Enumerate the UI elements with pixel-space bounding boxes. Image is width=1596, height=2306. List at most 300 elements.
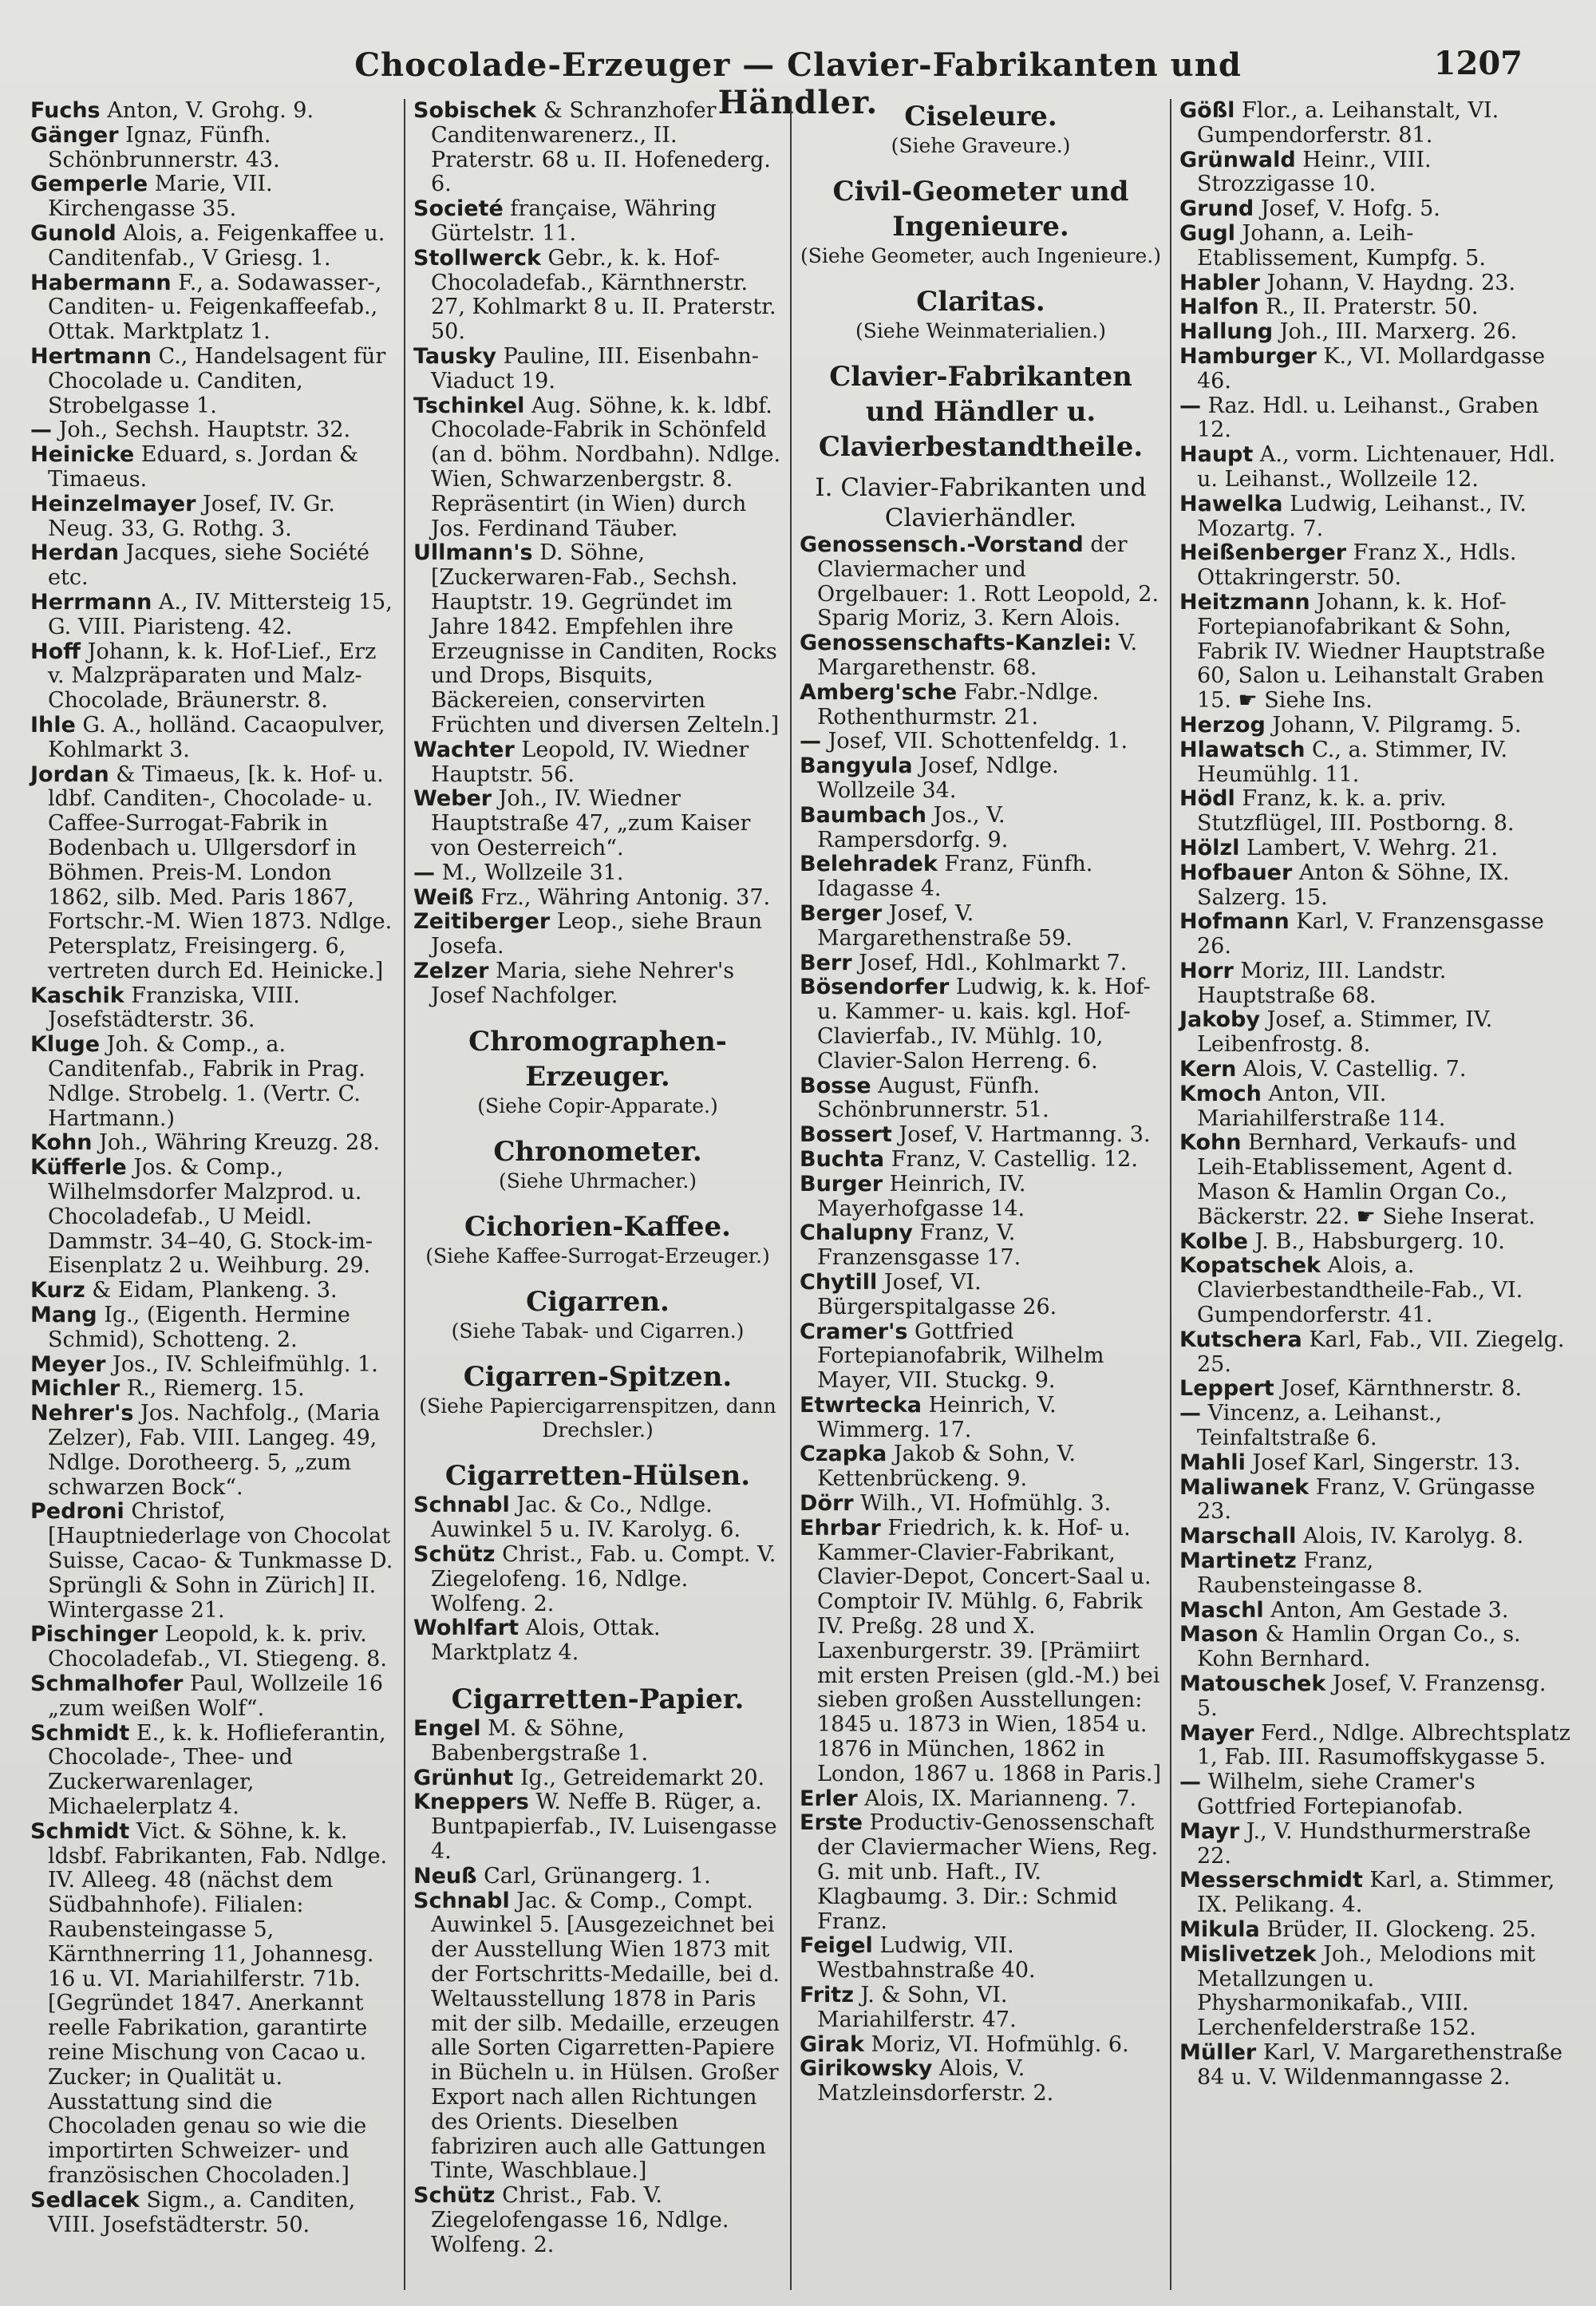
entry-details: F., a. Sodawasser-, Canditen- u. Feigenkaffeefab., Ottak. Marktplatz 1. <box>48 270 382 345</box>
entry-name: Leppert <box>1179 1376 1274 1402</box>
entry-details: Joh., Währing Kreuzg. 28. <box>92 1130 380 1156</box>
entry-name: Kurz <box>30 1278 85 1303</box>
entry-details: Productiv-Genossenschaft der Claviermacher Wiens, Reg. G. mit unb. Haft., IV. Klagbaumg. 3. Dir.: Schmid Franz. <box>817 1810 1159 1934</box>
entry-details: Paul, Wollzeile 16 „zum weißen Wolf“. <box>48 1671 384 1721</box>
directory-entry <box>30 541 396 591</box>
entry-details: Joh., Sechsh. Hauptstr. 32. <box>52 417 351 443</box>
directory-entry <box>1179 1623 1570 1672</box>
directory-entry <box>1179 959 1570 1009</box>
entry-details: Heinrich, V. Wimmerg. 17. <box>817 1392 1057 1442</box>
entry-name: — <box>1179 393 1201 418</box>
entry-details: Josef, VI. Bürgerspitalgasse 26. <box>817 1269 1057 1319</box>
directory-entry <box>413 910 782 959</box>
entry-details: Franz, Raubensteingasse 8. <box>1197 1549 1424 1598</box>
entry-details: Franz, k. k. a. priv. Stutzflügel, III. Postborng. 8. <box>1197 786 1515 837</box>
cross-reference: (Siehe Graveure.) <box>891 134 1071 157</box>
entry-name: Maschl <box>1179 1597 1264 1623</box>
entry-details: Ignaz, Fünfh. Schönbrunnerstr. 43. <box>48 122 280 172</box>
entry-details: Alois, a. Clavierbestandtheile-Fab., VI. Gumpendorferstr. 41. <box>1197 1253 1523 1328</box>
entry-name: Gößl <box>1179 99 1235 123</box>
entry-name: Kern <box>1179 1057 1237 1082</box>
entry-details: Alois, V. Castellig. 7. <box>1236 1057 1467 1082</box>
entry-details: Josef, V. Franzensg. 5. <box>1197 1671 1547 1721</box>
entry-name: Zelzer <box>413 958 489 983</box>
entry-details: Jos. & Comp., Wilhelmsdorfer Malzprod. u. Chocoladefab., U Meidl. Dammstr. 34–40, G. Stock-im-Eisenplatz 2 u. Weihburg. 29. <box>48 1155 373 1279</box>
entry-name: Nehrer's <box>30 1401 134 1426</box>
entry-name: Hamburger <box>1179 343 1317 369</box>
entry-name: Baumbach <box>800 802 926 828</box>
section-heading-civil-geometer: Civil-Geometer und Ingenieure. <box>832 176 1129 243</box>
entry-name: Hölzl <box>1179 835 1240 860</box>
entry-details: Karl, V. Franzensgasse 26. <box>1197 909 1544 959</box>
entry-details: M., Wollzeile 31. <box>435 860 624 885</box>
directory-entry <box>30 591 396 640</box>
directory-entry <box>30 443 396 492</box>
entry-details: Josef, a. Stimmer, IV. Leibenfrostg. 8. <box>1197 1007 1493 1058</box>
entry-name: Ihle <box>30 712 76 738</box>
entry-details: Leopold, k. k. priv. Chocoladefab., VI. Stiegeng. 8. <box>48 1622 387 1672</box>
entry-name: Herdan <box>30 540 119 566</box>
entry-name: Sobischek <box>413 99 537 123</box>
cross-reference: (Siehe Papiercigarrenspitzen, dann Drechsler.) <box>419 1394 776 1442</box>
directory-entry <box>1179 271 1570 296</box>
entry-name: Kopatschek <box>1179 1253 1321 1279</box>
entry-details: Josef, Hdl., Kohlmarkt 7. <box>851 950 1128 975</box>
entry-name: Halfon <box>1179 295 1259 320</box>
entry-name: Dörr <box>800 1491 854 1517</box>
entry-details: Franz, Fünfh. Idagasse 4. <box>817 852 1093 902</box>
entry-details: Joh., III. Marxerg. 26. <box>1273 319 1518 345</box>
directory-entry <box>1179 1402 1570 1451</box>
entry-name: Jordan <box>30 761 109 787</box>
entry-details: Alois, Ottak. Marktplatz 4. <box>431 1616 661 1666</box>
directory-entry <box>800 754 1162 804</box>
directory-entry <box>1179 1377 1570 1402</box>
directory-entry <box>413 787 782 860</box>
directory-entry <box>30 1623 396 1672</box>
entry-name: Gugl <box>1179 220 1235 246</box>
entry-name: Ullmann's <box>413 540 533 566</box>
entry-details: V. Margarethenstr. 68. <box>817 631 1138 680</box>
entry-name: Stollwerck <box>413 245 541 271</box>
directory-entry <box>1179 541 1570 591</box>
directory-entry <box>30 763 396 984</box>
directory-entry <box>800 1123 1162 1148</box>
section-heading-clavier: Clavier-Fabrikanten und Händler u. Clavierbestandtheile. <box>818 361 1144 463</box>
directory-entry <box>413 861 782 886</box>
entry-name: Berr <box>800 950 852 975</box>
directory-entry <box>30 1156 396 1279</box>
entry-name: Schütz <box>413 2183 496 2209</box>
entry-name: Hofbauer <box>1179 860 1293 885</box>
entry-name: Kmoch <box>1179 1081 1262 1106</box>
entry-name: Michler <box>30 1376 120 1402</box>
entry-details: & Timaeus, [k. k. Hof- u. ldbf. Canditen-, Chocolade- u. Caffee-Surrogat-Fabrik in Bodenbach u. Ullgersdorf in Böhmen. Preis-M. London 1862, silb. Med. Paris 1867, Fortschr.-M. Wien 1873. Ndlge. Petersplatz, Freisingerg. 6, vertreten durch Ed. Heinicke.] <box>48 761 393 983</box>
entry-name: Gemperle <box>30 172 148 197</box>
entry-name: Grünwald <box>1179 147 1296 172</box>
directory-entry <box>1179 1230 1570 1255</box>
entry-details: Ludwig, Leihanst., IV. Mozartg. 7. <box>1197 491 1527 541</box>
directory-entry <box>1179 714 1570 738</box>
entry-name: Messerschmidt <box>1179 1868 1363 1893</box>
entry-details: A., vorm. Lichtenauer, Hdl. u. Leihanst., Wollzeile 12. <box>1197 442 1556 492</box>
directory-entry <box>413 1790 782 1864</box>
directory-entry <box>1179 910 1570 959</box>
entry-name: Herzog <box>1179 712 1266 738</box>
entry-details: J., V. Hundsthurmerstraße 22. <box>1197 1818 1531 1869</box>
entry-name: Heinzelmayer <box>30 491 196 516</box>
directory-entry <box>30 1303 396 1353</box>
directory-entry <box>413 1616 782 1666</box>
entry-details: Josef, Kärnthnerstr. 8. <box>1274 1376 1523 1402</box>
entry-name: Girak <box>800 2031 864 2057</box>
directory-entry <box>413 541 782 738</box>
entry-details: Josef, V. Hartmanng. 3. <box>891 1122 1151 1148</box>
directory-entry <box>1179 787 1570 837</box>
directory-entry <box>30 345 396 418</box>
entry-name: Marschall <box>1179 1524 1297 1549</box>
directory-entry <box>1179 1451 1570 1476</box>
entry-details: C., a. Stimmer, IV. Heumühlg. 11. <box>1197 737 1508 787</box>
entry-details: Jakob & Sohn, V. Kettenbrückeng. 9. <box>817 1442 1076 1492</box>
entry-details: Frz., Währing Antonig. 37. <box>473 884 771 910</box>
directory-entry <box>30 1722 396 1820</box>
entry-name: Berger <box>800 900 883 926</box>
entry-name: Fuchs <box>30 99 101 123</box>
entry-details: Aug. Söhne, k. k. ldbf. Chocolade-Fabrik in Schönfeld (an d. böhm. Nordbahn). Ndlge. Wien, Schwarzenbergstr. 8. Repräsentirt (in Wien) durch Jos. Ferdinand Täuber. <box>431 393 781 541</box>
directory-entry <box>1179 1869 1570 1918</box>
directory-entry <box>1179 99 1570 148</box>
entry-details: Lambert, V. Wehrg. 21. <box>1239 835 1498 860</box>
directory-entry <box>413 1543 782 1616</box>
entry-details: Ludwig, k. k. Hof- u. Kammer- u. kais. kgl. Hof-Clavierfab., IV. Mühlg. 10, Clavier-Salon Herreng. 6. <box>817 975 1151 1074</box>
column-1 <box>22 99 404 2290</box>
directory-entry <box>30 1131 396 1156</box>
entry-details: Josef Karl, Singerstr. 13. <box>1245 1450 1521 1475</box>
directory-entry <box>30 492 396 542</box>
entry-name: Schnabl <box>413 1888 510 1913</box>
entry-details: & Schranzhofer Canditenwarenerz., II. Praterstr. 68 u. II. Hofenederg. 6. <box>431 99 771 197</box>
entry-name: Belehradek <box>800 852 938 877</box>
entry-name: Hoff <box>30 639 81 664</box>
entry-details: Fabr.-Ndlge. Rothenthurmstr. 21. <box>817 679 1100 730</box>
entry-details: Jos., V. Rampersdorfg. 9. <box>817 802 1009 852</box>
directory-entry <box>1179 320 1570 345</box>
directory-entry <box>800 2033 1162 2058</box>
entry-details: M. & Söhne, Babenbergstraße 1. <box>431 1716 649 1766</box>
entry-details: Marie, VII. Kirchengasse 35. <box>48 172 273 222</box>
entry-name: Martinetz <box>1179 1549 1297 1574</box>
section-heading-chronometer: Chronometer. <box>493 1136 702 1169</box>
entry-list-clavier <box>800 533 1162 2106</box>
directory-entry <box>30 99 396 124</box>
directory-entry <box>1179 1058 1570 1082</box>
directory-entry <box>800 1442 1162 1492</box>
entry-name: Matouschek <box>1179 1671 1326 1696</box>
directory-entry <box>413 1889 782 2185</box>
subsection-heading-clavier-fabrikanten: I. Clavier-Fabrikanten und Clavierhändler. <box>815 473 1147 532</box>
entry-details: Alois, V. Matzleinsdorferstr. 2. <box>817 2056 1054 2106</box>
entry-details: C., Handelsagent für Chocolade u. Canditen, Strobelgasse 1. <box>48 343 386 418</box>
entry-name: Schmidt <box>30 1720 130 1746</box>
entry-details: Heinr., VIII. Strozzigasse 10. <box>1197 147 1432 197</box>
entry-name: Kohn <box>1179 1130 1242 1156</box>
entry-name: Etwrtecka <box>800 1392 922 1418</box>
directory-entry <box>1179 2041 1570 2090</box>
section-heading-ciseleure: Ciseleure. <box>904 101 1057 133</box>
entry-name: Tausky <box>413 343 497 369</box>
entry-details: Leop., siehe Braun Josefa. <box>431 909 763 959</box>
entry-details: Jac. & Co., Ndlge. Auwinkel 5 u. IV. Karolyg. 6. <box>431 1493 741 1543</box>
entry-details: R., II. Praterstr. 50. <box>1258 295 1479 320</box>
entry-list-huelsen <box>413 1493 782 1666</box>
directory-entry <box>1179 295 1570 320</box>
page-number: 1207 <box>1433 45 1523 82</box>
entry-details: Ferd., Ndlge. Albrechtsplatz 1, Fab. III. Rasumoffskygasse 5. <box>1197 1720 1570 1770</box>
entry-name: Erler <box>800 1786 858 1811</box>
entry-name: Chalupny <box>800 1220 913 1246</box>
entry-name: Jakoby <box>1179 1007 1260 1033</box>
directory-entry <box>30 222 396 271</box>
entry-details: Johann, a. Leih-Etablissement, Kumpfg. 5. <box>1197 220 1486 271</box>
entry-details: & Eidam, Plankeng. 3. <box>85 1278 338 1303</box>
directory-entry <box>413 738 782 788</box>
entry-details: Christ., Fab. u. Compt. V. Ziegelofeng. 16, Ndlge. Wolfeng. 2. <box>431 1542 776 1616</box>
entry-details: Jos. Nachfolg., (Maria Zelzer), Fab. VIII. Langeg. 49, Ndlge. Dorotheerg. 5, „zum schwarzen Bock“. <box>48 1401 381 1500</box>
entry-name: Engel <box>413 1716 481 1742</box>
entry-name: Wachter <box>413 737 515 762</box>
entry-details: Anton & Söhne, IX. Salzerg. 15. <box>1197 860 1510 910</box>
entry-details: J. B., Habsburgerg. 10. <box>1247 1228 1505 1254</box>
directory-entry <box>413 959 782 1009</box>
entry-name: Neuß <box>413 1863 477 1889</box>
cross-reference: (Siehe Kaffee-Surrogat-Erzeuger.) <box>425 1244 770 1268</box>
directory-entry <box>800 1517 1162 1787</box>
entry-details: Josef, VII. Schottenfeldg. 1. <box>821 729 1128 754</box>
directory-entry <box>800 730 1162 754</box>
entry-name: Bangyula <box>800 754 913 779</box>
cross-reference: (Siehe Weinmaterialien.) <box>855 319 1106 342</box>
directory-entry <box>800 902 1162 951</box>
entry-name: Hödl <box>1179 786 1235 812</box>
entry-name: Bosse <box>800 1073 871 1098</box>
entry-name: Mang <box>30 1303 97 1328</box>
entry-name: Hertmann <box>30 343 152 369</box>
entry-details: Wilh., VI. Hofmühlg. 3. <box>853 1491 1112 1517</box>
entry-details: Johann, V. Pilgramg. 5. <box>1265 712 1522 738</box>
entry-details: A., IV. Mittersteig 15, G. VIII. Piaristeng. 42. <box>48 589 393 639</box>
entry-name: Mayer <box>1179 1720 1254 1746</box>
entry-name: Grünhut <box>413 1765 514 1790</box>
entry-name: Genossensch.-Vorstand <box>800 532 1084 557</box>
entry-name: Societé <box>413 196 504 222</box>
entry-details: Karl, Fab., VII. Ziegelg. 25. <box>1197 1327 1565 1377</box>
entry-name: Meyer <box>30 1351 106 1377</box>
entry-name: Burger <box>800 1171 883 1197</box>
entry-details: Johann, k. k. Hof-Fortepianofabrikant & Sohn, Fabrik IV. Wiedner Hauptstraße 60, Salon u. Leihanstalt Graben 15. ☛ Siehe Ins. <box>1197 589 1546 714</box>
entry-name: Genossenschafts-Kanzlei: <box>800 631 1112 656</box>
entry-details: Gottfried Fortepianofabrik, Wilhelm Mayer, VII. Stuckg. 9. <box>817 1319 1104 1394</box>
entry-details: Moriz, III. Landstr. Hauptstraße 68. <box>1197 958 1447 1008</box>
directory-entry <box>1179 1943 1570 2041</box>
directory-entry <box>1179 1328 1570 1378</box>
directory-entry <box>30 1672 396 1722</box>
entry-details: Joh. & Comp., a. Canditenfab., Fabrik in Prag. Ndlge. Strobelg. 1. (Vertr. C. Hartmann.) <box>48 1032 365 1131</box>
entry-name: Weber <box>413 786 492 812</box>
directory-entry <box>413 394 782 542</box>
cross-reference: (Siehe Geometer, auch Ingenieure.) <box>800 244 1162 267</box>
directory-entry <box>1179 197 1570 222</box>
directory-entry <box>1179 1820 1570 1869</box>
entry-details: Christof, [Hauptniederlage von Chocolat Suisse, Cacao- & Tunkmasse D. Sprüngli & Sohn in Zürich] II. Wintergasse 21. <box>48 1499 393 1623</box>
directory-entry <box>30 418 396 443</box>
entry-details: Vict. & Söhne, k. k. ldsbf. Fabrikanten, Fab. Ndlge. IV. Alleeg. 48 (nächst dem Südbahnhofe). Filialen: Raubensteingasse 5, Kärnthnerring 11, Johannesg. 16 u. VI. Mariahilferstr. 71b. [Gegründet 1847. Anerkannt reelle Fabrikation, garantirte reine Mischung von Cacao u. Zucker; in Qualität u. Ausstattung sind die Chocoladen genau so wie die importirten Schweizer- und französischen Chocoladen.] <box>48 1818 388 2188</box>
entry-name: Hawelka <box>1179 491 1283 516</box>
directory-entry <box>30 1500 396 1623</box>
entry-name: Wohlfart <box>413 1616 519 1641</box>
entry-details: & Hamlin Organ Co., s. Kohn Bernhard. <box>1197 1622 1521 1672</box>
directory-entry <box>800 1811 1162 1934</box>
entry-name: Schmidt <box>30 1818 130 1844</box>
entry-name: Sedlacek <box>30 2187 140 2213</box>
entry-details: Bernhard, Verkaufs- und Leih-Etablissement, Agent d. Mason & Hamlin Organ Co., Bäckerstr. 22. ☛ Siehe Inserat. <box>1197 1130 1535 1229</box>
entry-name: Pedroni <box>30 1499 124 1525</box>
entry-details: Brüder, II. Glockeng. 25. <box>1259 1916 1537 1942</box>
entry-name: Buchta <box>800 1146 885 1172</box>
entry-details: Johann, V. Haydng. 23. <box>1260 270 1516 295</box>
entry-name: Bossert <box>800 1122 892 1148</box>
directory-entry <box>800 804 1162 853</box>
directory-entry <box>413 247 782 345</box>
directory-entry <box>30 271 396 345</box>
section-heading-cichorien: Cichorien-Kaffee. <box>464 1211 731 1244</box>
entry-name: Küfferle <box>30 1155 127 1181</box>
entry-list-papier <box>413 1717 782 2258</box>
directory-entry <box>30 1353 396 1378</box>
entry-details: Anton, Am Gestade 3. <box>1263 1597 1509 1623</box>
directory-entry <box>1179 394 1570 444</box>
entry-details: Anton, VII. Mariahilferstraße 114. <box>1197 1081 1446 1131</box>
directory-entry <box>800 1984 1162 2033</box>
directory-entry <box>800 631 1162 681</box>
entry-details: Heinrich, IV. Mayerhofgasse 14. <box>817 1171 1026 1221</box>
entry-details: D. Söhne, [Zuckerwaren-Fab., Sechsh. Hauptstr. 19. Gegründet im Jahre 1842. Empfehlen ihre Erzeugnisse in Canditen, Rocks und Drops, Bisquits, Bäckereien, conservirten Früchten und diversen Zelteln.] <box>431 540 780 738</box>
entry-name: Bösendorfer <box>800 975 950 1000</box>
entry-details: Alois, IX. Marianneng. 7. <box>857 1786 1137 1811</box>
directory-entry <box>1179 1722 1570 1771</box>
directory-entry <box>1179 1008 1570 1058</box>
entry-details: française, Währing Gürtelstr. 11. <box>431 196 717 246</box>
entry-details: Flor., a. Leihanstalt, VI. Gumpendorferstr. 81. <box>1197 99 1499 148</box>
columns <box>22 99 1578 2290</box>
entry-name: Habermann <box>30 270 172 295</box>
entry-name: Amberg'sche <box>800 679 958 705</box>
entry-details: Friedrich, k. k. Hof- u. Kammer-Clavier-Fabrikant, Clavier-Depot, Concert-Saal u. Comptoir IV. Mühlg. 6, Fabrik IV. Preßg. 28 und X. Laxenburgerstr. 39. [Prämiirt mit ersten Preisen (gld.-M.) bei sieben großen Ausstellungen: 1845 u. 1873 in Wien, 1854 u. 1876 in München, 1862 in London, 1867 u. 1868 in Paris.] <box>817 1515 1161 1786</box>
entry-details: der Claviermacher und Orgelbauer: 1. Rott Leopold, 2. Sparig Moriz, 3. Kern Alois. <box>817 532 1159 631</box>
entry-name: Hlawatsch <box>1179 737 1306 762</box>
entry-name: Mislivetzek <box>1179 1941 1317 1967</box>
entry-name: Mikula <box>1179 1916 1260 1942</box>
entry-name: Zeitiberger <box>413 909 551 935</box>
directory-entry <box>30 1033 396 1131</box>
directory-entry <box>800 1934 1162 1984</box>
column-4 <box>1170 99 1578 2290</box>
directory-entry <box>800 1271 1162 1320</box>
section-heading-cigarren-spitzen: Cigarren-Spitzen. <box>463 1361 733 1394</box>
entry-name: — <box>413 860 435 885</box>
entry-name: Schütz <box>413 1542 496 1568</box>
column-3 <box>790 99 1170 2290</box>
directory-entry <box>800 2057 1162 2106</box>
entry-details: Joh., Melodions mit Metallzungen u. Physharmonikafab., VIII. Lerchenfelderstraße 152. <box>1197 1941 1535 2041</box>
entry-name: Ehrbar <box>800 1515 881 1541</box>
directory-entry <box>1179 837 1570 861</box>
directory-entry <box>30 1377 396 1402</box>
entry-details: Ig., Getreidemarkt 20. <box>513 1765 765 1790</box>
cross-reference: (Siehe Copir-Apparate.) <box>477 1094 718 1118</box>
directory-entry <box>413 2184 782 2257</box>
entry-details: Raz. Hdl. u. Leihanst., Graben 12. <box>1197 393 1539 443</box>
section-heading-chromographen: Chromographen-Erzeuger. <box>468 1026 727 1094</box>
entry-name: Mahli <box>1179 1450 1246 1475</box>
entry-name: Kaschik <box>30 983 124 1008</box>
entry-details: Carl, Grünangerg. 1. <box>476 1863 711 1889</box>
directory-entry <box>1179 443 1570 492</box>
directory-entry <box>413 1766 782 1791</box>
entry-name: Hofmann <box>1179 909 1290 935</box>
entry-details: Franz, V. Franzensgasse 17. <box>817 1220 1021 1271</box>
directory-entry <box>800 951 1162 976</box>
directory-entry <box>800 1221 1162 1271</box>
entry-name: Müller <box>1179 2039 1257 2065</box>
entry-details: Johann, k. k. Hof-Lief., Erz v. Malzpräparaten und Malz-Chocolade, Bräunerstr. 8. <box>48 639 377 714</box>
section-heading-cigarretten-papier: Cigarretten-Papier. <box>451 1683 745 1716</box>
directory-entry <box>413 345 782 394</box>
column-2 <box>404 99 790 2290</box>
entry-name: Girikowsky <box>800 2056 933 2082</box>
directory-entry <box>413 1717 782 1766</box>
directory-entry <box>1179 492 1570 542</box>
directory-entry <box>413 886 782 911</box>
entry-details: Franz X., Hdls. Ottakringerstr. 50. <box>1197 540 1517 591</box>
directory-entry <box>800 1148 1162 1173</box>
cross-reference: (Siehe Uhrmacher.) <box>498 1169 697 1193</box>
section-heading-cigarretten-huelsen: Cigarretten-Hülsen. <box>444 1460 751 1493</box>
entry-details: Vincenz, a. Leihanst., Teinfaltstraße 6. <box>1197 1401 1443 1451</box>
entry-list-chocolade-cont <box>413 99 782 1008</box>
directory-entry <box>413 197 782 247</box>
entry-name: Grund <box>1179 196 1254 222</box>
entry-name: Kohn <box>30 1130 93 1156</box>
entry-name: Gunold <box>30 220 117 246</box>
directory-entry <box>800 1492 1162 1517</box>
directory-entry <box>1179 1476 1570 1525</box>
entry-name: Pischinger <box>30 1622 158 1647</box>
directory-entry <box>1179 345 1570 394</box>
entry-details: Ludwig, VII. Westbahnstraße 40. <box>817 1933 1036 1984</box>
directory-entry <box>30 172 396 222</box>
directory-entry <box>1179 1770 1570 1820</box>
directory-entry <box>30 640 396 714</box>
entry-details: Wilhelm, siehe Cramer's Gottfried Fortepianofab. <box>1197 1770 1476 1819</box>
entry-details: Christ., Fab. V. Ziegelofengasse 16, Ndlge. Wolfeng. 2. <box>431 2183 729 2257</box>
entry-details: Josef, Ndlge. Wollzeile 34. <box>817 754 1059 803</box>
entry-name: Erste <box>800 1810 863 1836</box>
entry-details: Joh., IV. Wiedner Hauptstraße 47, „zum Kaiser von Oesterreich“. <box>431 786 751 860</box>
directory-entry <box>800 1787 1162 1812</box>
directory-entry <box>800 681 1162 730</box>
section-heading-cigarren: Cigarren. <box>526 1286 670 1319</box>
